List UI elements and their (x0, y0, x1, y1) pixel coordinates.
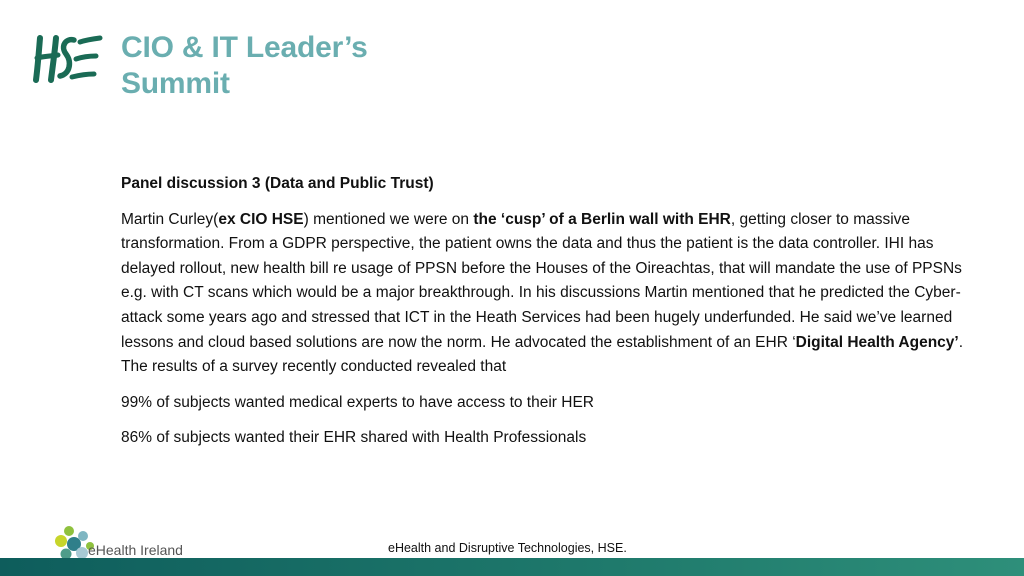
stat-line-1: 99% of subjects wanted medical experts to have access to their HER (121, 393, 594, 411)
ehealth-logo-text: eHealth Ireland (88, 542, 183, 558)
stat-line-2: 86% of subjects wanted their EHR shared with Health Professionals (121, 429, 587, 447)
title-line-1: CIO & IT Leader’s (121, 31, 368, 64)
section-heading: Panel discussion 3 (Data and Public Trust) (121, 175, 434, 192)
main-paragraph (121, 208, 966, 380)
para-text-3: , getting closer to massive transformation. From a GDPR perspective, the patient owns the data and thus the patient is the data controller. IHI has delayed rollout, new health bill re usage of PPSN before the Houses of the Oireachtas, that will mandate the use of PPSNs e.g. with CT scans which would be a major breakthrough. In his discussions Martin mentioned that he predicted the Cyber-attack some years ago and stressed that ICT in the Heath Services had been hugely underfunded. He said we’ve learned lessons and cloud based solutions are now the norm. He advocated the establishment of an EHR ‘ (121, 210, 962, 351)
title-line-2: Summit (121, 67, 230, 100)
hse-logo (30, 30, 104, 88)
para-bold-2: the ‘cusp’ of a Berlin wall with EHR (473, 210, 731, 228)
footer-caption: eHealth and Disruptive Technologies, HSE. (388, 541, 627, 555)
para-bold-1: ex CIO HSE (218, 210, 304, 228)
para-text-4: . The results of a survey recently conducted revealed that (121, 333, 964, 376)
bottom-bar (0, 558, 1024, 576)
para-bold-3: Digital Health Agency’ (795, 333, 959, 351)
para-text-2: ) mentioned we were on (303, 210, 474, 228)
slide-body (121, 172, 966, 462)
page-title (121, 30, 368, 102)
para-text-1: Martin Curley( (121, 210, 219, 228)
